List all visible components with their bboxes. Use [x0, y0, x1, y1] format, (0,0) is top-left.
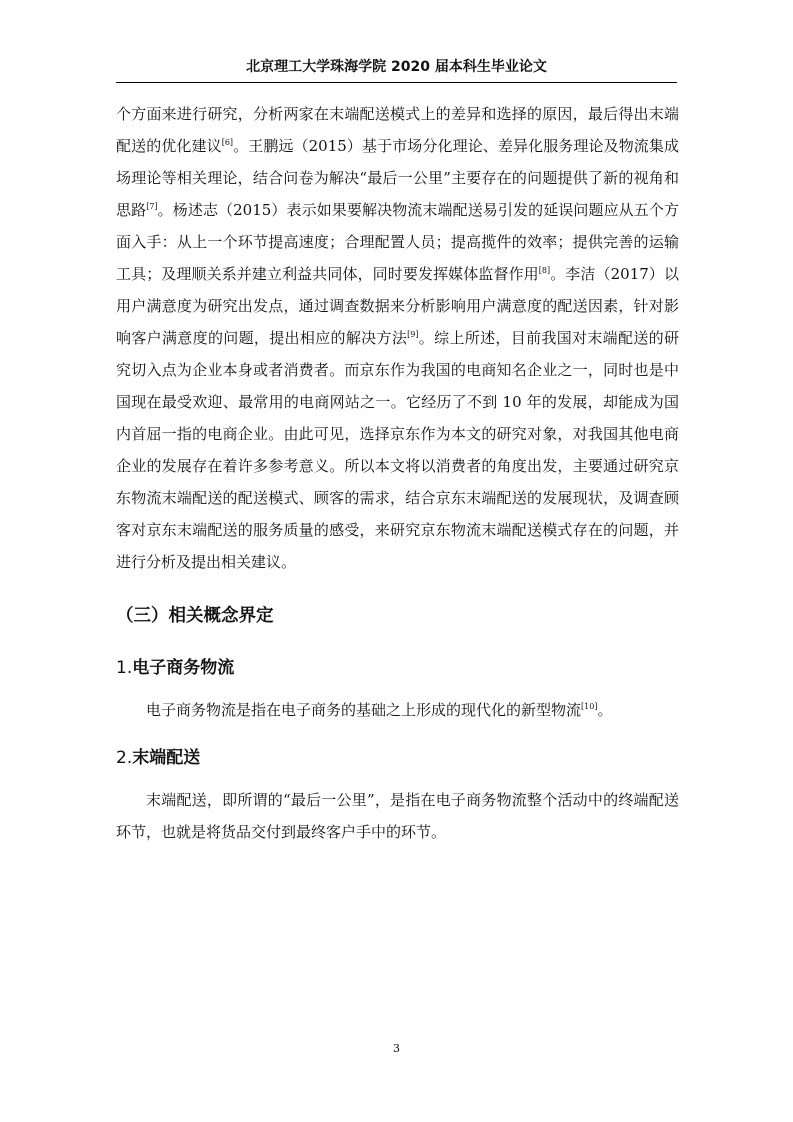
section-heading-3: （三）相关概念界定	[116, 606, 274, 626]
citation-10: [10]	[581, 702, 598, 711]
last-mile-paragraph: 末端配送，即所谓的“最后一公里”，是指在电子商务物流整个活动中的终端配送环节，也就是将货品交付到最终客户手中的环节。	[116, 791, 679, 841]
subsection-title-2: 末端配送	[132, 748, 201, 768]
citation-6: [6]	[221, 138, 234, 147]
intro-text-4: 。李洁（2017）以用户满意度为研究出发点，通过调查数据来分析影响用户满意度的配送因素，针对影响客户满意度的问题，提出相应的解决方法	[116, 265, 679, 347]
page-body	[116, 98, 679, 848]
subsection-number-2: 2.	[116, 748, 133, 768]
page-number: 3	[393, 1042, 400, 1055]
ecommerce-logistics-end: 。	[597, 701, 613, 719]
citation-9: [9]	[407, 330, 419, 339]
intro-text-2: 。王鹏远（2015）基于市场分化理论、差异化服务理论及物流集成场理论等相关理论，结合问卷为解决“最后一公里”主要存在的问题提供了新的视角和思路	[116, 137, 679, 219]
subsection-number-1: 1.	[116, 658, 133, 678]
intro-text-5: 。综上所述，目前我国对末端配送的研究切入点为企业本身或者消费者。而京东作为我国的电商知名企业之一，同时也是中国现在最受欢迎、最常用的电商网站之一。它经历了不到 10 年的发展，却能成为国内首屈一指的电商企业。由此可见，选择京东作为本文的研究对象，对我国其他电商企业的发展存在着许多参考意义。所以本文将以消费者的角度出发，主要通过研究京东物流末端配送的配送模式、顾客的需求，结合京东末端配送的发展现状，及调查顾客对京东末端配送的服务质量的感受，来研究京东物流末端配送模式存在的问题，并进行分析及提出相关建议。	[116, 329, 679, 571]
subsection-title-1: 电子商务物流	[132, 658, 235, 678]
intro-paragraph	[116, 98, 679, 578]
intro-text-3: 。杨述志（2015）表示如果要解决物流末端配送易引发的延误问题应从五个方面入手：从上一个环节提高速度；合理配置人员；提高揽件的效率；提供完善的运输工具；及理顺关系并建立利益共同体，同时要发挥媒体监督作用	[116, 201, 679, 283]
subsection-heading-2	[116, 738, 679, 778]
citation-8: [8]	[538, 266, 551, 275]
ecommerce-logistics-text: 电子商务物流是指在电子商务的基础之上形成的现代化的新型物流	[146, 701, 582, 719]
subsection-heading-1	[116, 648, 679, 688]
citation-7: [7]	[146, 202, 158, 211]
header-title: 北京理工大学珠海学院 2020 届本科生毕业论文	[246, 59, 547, 75]
ecommerce-logistics-paragraph	[116, 694, 679, 726]
intro-text-1: 个方面来进行研究，分析两家在末端配送模式上的差异和选择的原因，最后得出末端配送的优化建议	[116, 105, 679, 155]
page-header	[116, 56, 677, 83]
